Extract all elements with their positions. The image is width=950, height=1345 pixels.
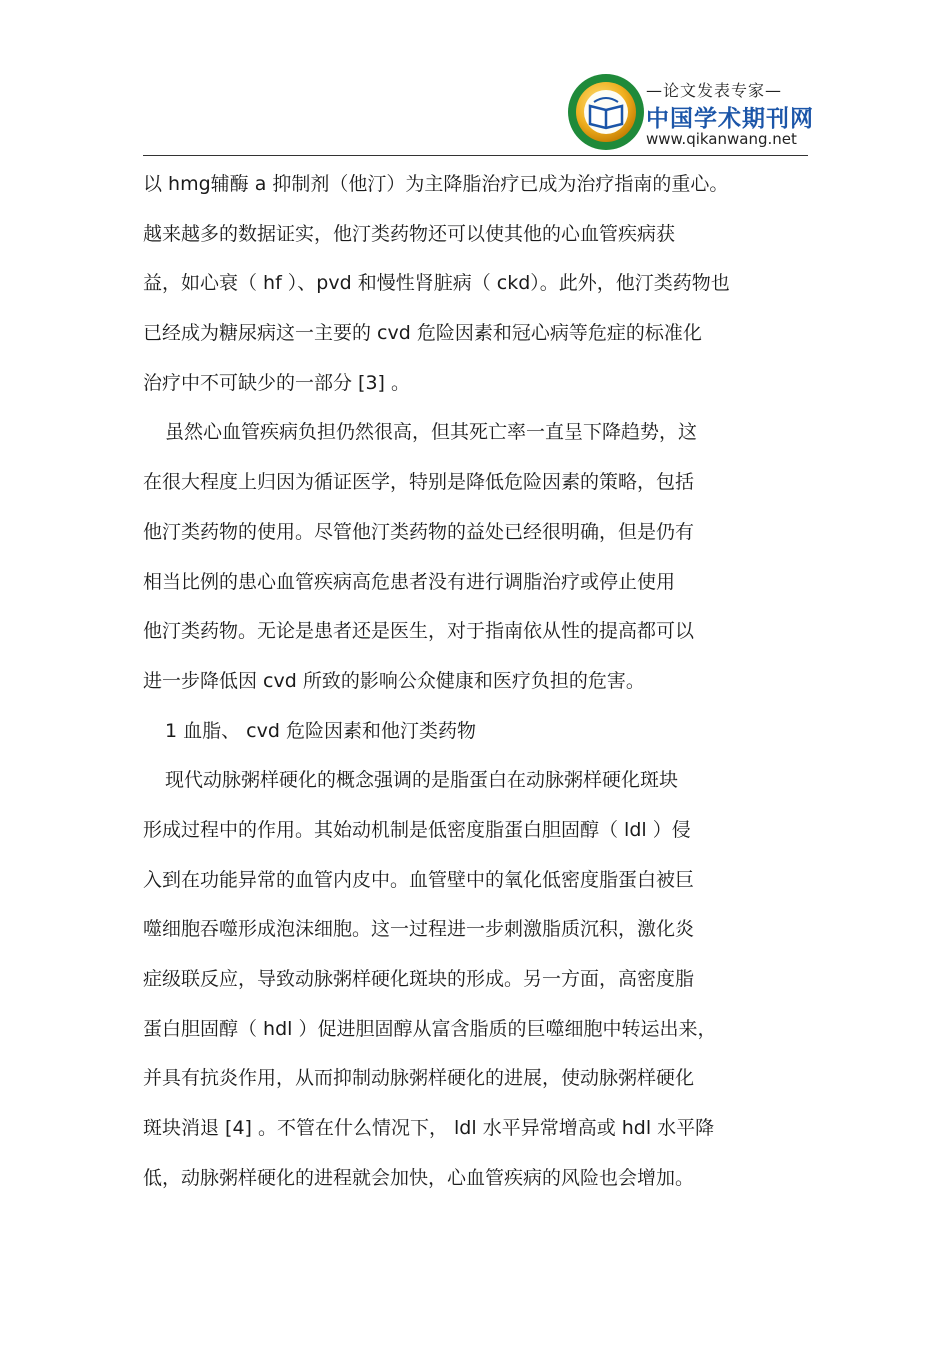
body-line: 以 hmg辅酶 a 抑制剂（他汀）为主降脂治疗已成为治疗指南的重心。 bbox=[143, 173, 729, 195]
body-line: 他汀类药物。无论是患者还是医生，对于指南依从性的提高都可以 bbox=[143, 620, 695, 643]
qikanwang-logo[interactable] bbox=[560, 70, 814, 156]
header-divider bbox=[143, 155, 808, 156]
body-line: 现代动脉粥样硬化的概念强调的是脂蛋白在动脉粥样硬化斑块 bbox=[165, 769, 679, 792]
article-body bbox=[143, 160, 808, 1203]
section-heading: 1 血脂、 cvd 危险因素和他汀类药物 bbox=[165, 719, 476, 742]
body-line: 症级联反应，导致动脉粥样硬化斑块的形成。另一方面，高密度脂 bbox=[143, 968, 695, 990]
body-line: 相当比例的患心血管疾病高危患者没有进行调脂治疗或停止使用 bbox=[143, 570, 676, 593]
logo-emblem-icon bbox=[566, 72, 646, 152]
body-line: 并具有抗炎作用，从而抑制动脉粥样硬化的进展，使动脉粥样硬化 bbox=[143, 1067, 695, 1090]
body-line: 入到在功能异常的血管内皮中。血管壁中的氧化低密度脂蛋白被巨 bbox=[143, 868, 695, 891]
body-line: 进一步降低因 cvd 所致的影响公众健康和医疗负担的危害。 bbox=[143, 669, 645, 692]
body-line: 虽然心血管疾病负担仍然很高，但其死亡率一直呈下降趋势，这 bbox=[165, 421, 698, 444]
logo-site-url: www.qikanwang.net bbox=[646, 130, 797, 148]
logo-site-name: 中国学术期刊网 bbox=[646, 106, 814, 132]
body-line: 斑块消退 [4] 。不管在什么情况下， ldl 水平异常增高或 hdl 水平降 bbox=[143, 1117, 715, 1140]
body-line: 形成过程中的作用。其始动机制是低密度脂蛋白胆固醇（ ldl ）侵 bbox=[143, 818, 691, 841]
logo-tagline: —论文发表专家— bbox=[646, 81, 783, 100]
body-line: 在很大程度上归因为循证医学，特别是降低危险因素的策略，包括 bbox=[143, 471, 695, 494]
body-line: 噬细胞吞噬形成泡沫细胞。这一过程进一步刺激脂质沉积，激化炎 bbox=[143, 918, 695, 941]
body-line: 治疗中不可缺少的一部分 [3] 。 bbox=[143, 371, 410, 394]
page-header bbox=[0, 0, 950, 160]
body-line: 越来越多的数据证实，他汀类药物还可以使其他的心血管疾病获 bbox=[143, 222, 676, 245]
body-line: 他汀类药物的使用。尽管他汀类药物的益处已经很明确，但是仍有 bbox=[143, 520, 695, 543]
body-line: 低，动脉粥样硬化的进程就会加快，心血管疾病的风险也会增加。 bbox=[143, 1166, 695, 1189]
body-line: 蛋白胆固醇（ hdl ）促进胆固醇从富含脂质的巨噬细胞中转运出来， bbox=[143, 1017, 717, 1040]
body-line: 已经成为糖尿病这一主要的 cvd 危险因素和冠心病等危症的标准化 bbox=[143, 322, 702, 345]
body-line: 益，如心衰（ hf ）、pvd 和慢性肾脏病（ ckd）。此外，他汀类药物也 bbox=[143, 272, 730, 295]
